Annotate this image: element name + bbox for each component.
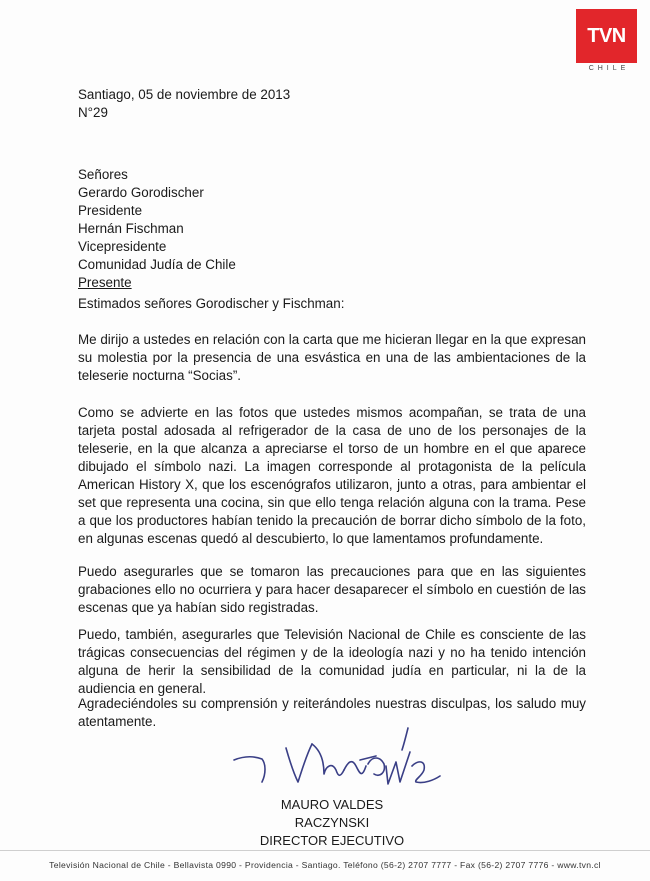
paragraph-1: [78, 331, 586, 385]
paragraph-text: Me dirijo a ustedes en relación con la carta que me hicieran llegar en la que expresan su molestia por la presencia de una esvástica en una de las ambientaciones de la teleserie nocturna “Socias”.: [78, 332, 586, 383]
paragraph-2: [78, 404, 586, 548]
salutation-text: Estimados señores Gorodischer y Fischman:: [78, 296, 345, 311]
date-line: Santiago, 05 de noviembre de 2013: [78, 87, 291, 102]
addressee-line: Presidente: [78, 203, 143, 218]
addressee-block: [78, 166, 586, 292]
addressee-line: Comunidad Judía de Chile: [78, 257, 236, 272]
letter-number: N°29: [78, 105, 108, 120]
signatory-block: [244, 796, 420, 850]
signatory-title: DIRECTOR EJECUTIVO: [259, 833, 405, 848]
addressee-line: Vicepresidente: [78, 239, 167, 254]
salutation: [78, 295, 586, 313]
paragraph-text: Puedo, también, asegurarles que Televisión Nacional de Chile es consciente de las trágicas consecuencias del régimen y de la ideología nazi y no ha tenido intención alguna de herir la sensibilidad de la comunidad judía en particular, ni la de la audiencia en general.: [78, 627, 586, 696]
paragraph-4: [78, 626, 586, 698]
addressee-presente: Presente: [78, 275, 132, 290]
handwritten-signature: [228, 726, 448, 794]
tvn-logo-box: [576, 9, 637, 63]
paragraph-text: Puedo asegurarles que se tomaron las precauciones para que en las siguientes grabaciones ello no ocurriera y para hacer desaparecer el símbolo en cuestión de las escenas que ya habían sido registradas.: [78, 564, 586, 615]
footer-divider: [0, 850, 650, 851]
addressee-line: Hernán Fischman: [78, 221, 184, 236]
logo-subtitle: CHILE: [588, 65, 630, 72]
logo-brand: TVN: [587, 24, 626, 47]
letter-header: [78, 86, 586, 122]
footer-text: Televisión Nacional de Chile - Bellavista 0990 - Providencia - Santiago. Teléfono (56-2) 2707 7777 - Fax (56-2) 2707 7776 - www.tvn.cl: [49, 860, 601, 870]
addressee-line: Señores: [78, 167, 128, 182]
signatory-name: MAURO VALDES RACZYNSKI: [280, 797, 384, 830]
paragraph-text: Agradeciéndoles su comprensión y reiterándoles nuestras disculpas, los saludo muy atentamente.: [78, 696, 586, 729]
letterhead-footer: [0, 860, 650, 870]
paragraph-text: Como se advierte en las fotos que ustedes mismos acompañan, se trata de una tarjeta postal adosada al refrigerador de la casa de uno de los personajes de la teleserie, en la que alcanza a apreciarse el torso de un hombre en el que aparece dibujado el símbolo nazi. La imagen corresponde al protagonista de la película American History X, que los escenógrafos utilizaron, junto a otras, para ambientar el set que representa una cocina, sin que ello tenga relación alguna con la trama. Pese a que los productores habían tenido la precaución de borrar dicho símbolo de la foto, en algunas escenas quedó al descubierto, lo que lamentamos profundamente.: [78, 405, 586, 546]
tvn-logo: [576, 9, 638, 72]
addressee-line: Gerardo Gorodischer: [78, 185, 204, 200]
paragraph-3: [78, 563, 586, 617]
